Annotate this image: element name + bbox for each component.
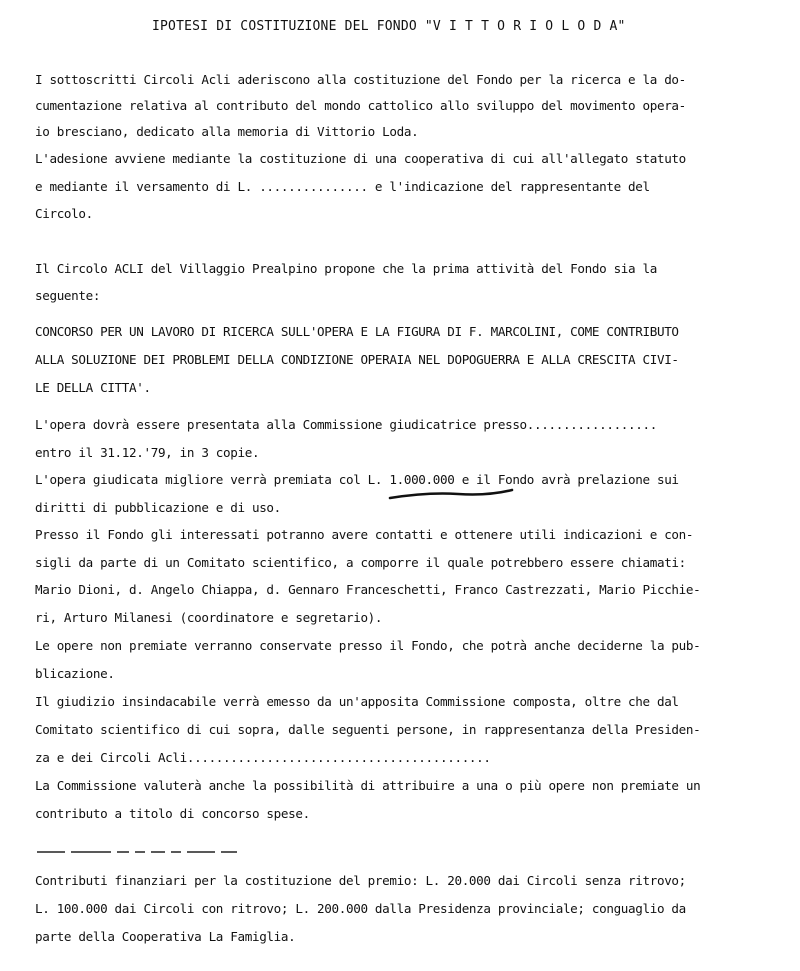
paragraph-line: Le opere non premiate verranno conservate presso il Fondo, che potrà anche deciderne la pub- [35, 638, 701, 653]
paragraph-line: La Commissione valuterà anche la possibilità di attribuire a una o più opere non premiate un [35, 778, 701, 793]
paragraph-line: io bresciano, dedicato alla memoria di Vittorio Loda. [35, 124, 419, 139]
paragraph-line: diritti di pubblicazione e di uso. [35, 500, 281, 515]
handwritten-underline [388, 484, 514, 502]
heading-line: LE DELLA CITTA'. [35, 380, 151, 395]
footer-line: Contributi finanziari per la costituzione del premio: L. 20.000 dai Circoli senza ritrovo; [35, 873, 686, 888]
document-title: IPOTESI DI COSTITUZIONE DEL FONDO "V I T T O R I O L O D A" [152, 19, 626, 34]
paragraph-line: entro il 31.12.'79, in 3 copie. [35, 445, 260, 460]
paragraph-line: za e dei Circoli Acli.......................................... [35, 750, 491, 765]
dashed-separator [37, 850, 237, 854]
paragraph-line: Comitato scientifico di cui sopra, dalle seguenti persone, in rappresentanza della Presiden- [35, 722, 701, 737]
paragraph-line: ri, Arturo Milanesi (coordinatore e segretario). [35, 610, 383, 625]
footer-line: parte della Cooperativa La Famiglia. [35, 929, 296, 944]
paragraph-line: Presso il Fondo gli interessati potranno avere contatti e ottenere utili indicazioni e con- [35, 527, 694, 542]
heading-line: ALLA SOLUZIONE DEI PROBLEMI DELLA CONDIZIONE OPERAIA NEL DOPOGUERRA E ALLA CRESCITA CIVI- [35, 352, 679, 367]
paragraph-line: L'opera giudicata migliore verrà premiata col L. 1.000.000 e il Fondo avrà prelazione sui [35, 472, 679, 487]
paragraph-line: Mario Dioni, d. Angelo Chiappa, d. Gennaro Franceschetti, Franco Castrezzati, Mario Picchie- [35, 582, 701, 597]
paragraph-line: sigli da parte di un Comitato scientifico, a comporre il quale potrebbero essere chiamati: [35, 555, 686, 570]
paragraph-line: Circolo. [35, 206, 93, 221]
paragraph-line: blicazione. [35, 666, 115, 681]
paragraph-line: seguente: [35, 288, 101, 303]
paragraph-line: e mediante il versamento di L. ............... e l'indicazione del rappresentante del [35, 179, 650, 194]
footer-line: L. 100.000 dai Circoli con ritrovo; L. 200.000 dalla Presidenza provinciale; conguaglio da [35, 901, 686, 916]
paragraph-line: L'opera dovrà essere presentata alla Commissione giudicatrice presso.................. [35, 417, 657, 432]
paragraph-line: I sottoscritti Circoli Acli aderiscono alla costituzione del Fondo per la ricerca e la do- [35, 72, 686, 87]
paragraph-line: Il giudizio insindacabile verrà emesso da un'apposita Commissione composta, oltre che dal [35, 694, 679, 709]
paragraph-line: cumentazione relativa al contributo del mondo cattolico allo sviluppo del movimento opera- [35, 98, 686, 113]
heading-line: CONCORSO PER UN LAVORO DI RICERCA SULL'OPERA E LA FIGURA DI F. MARCOLINI, COME CONTRIBUTO [35, 324, 679, 339]
paragraph-line: Il Circolo ACLI del Villaggio Prealpino propone che la prima attività del Fondo sia la [35, 261, 657, 276]
paragraph-line: L'adesione avviene mediante la costituzione di una cooperativa di cui all'allegato statuto [35, 151, 686, 166]
paragraph-line: contributo a titolo di concorso spese. [35, 806, 310, 821]
